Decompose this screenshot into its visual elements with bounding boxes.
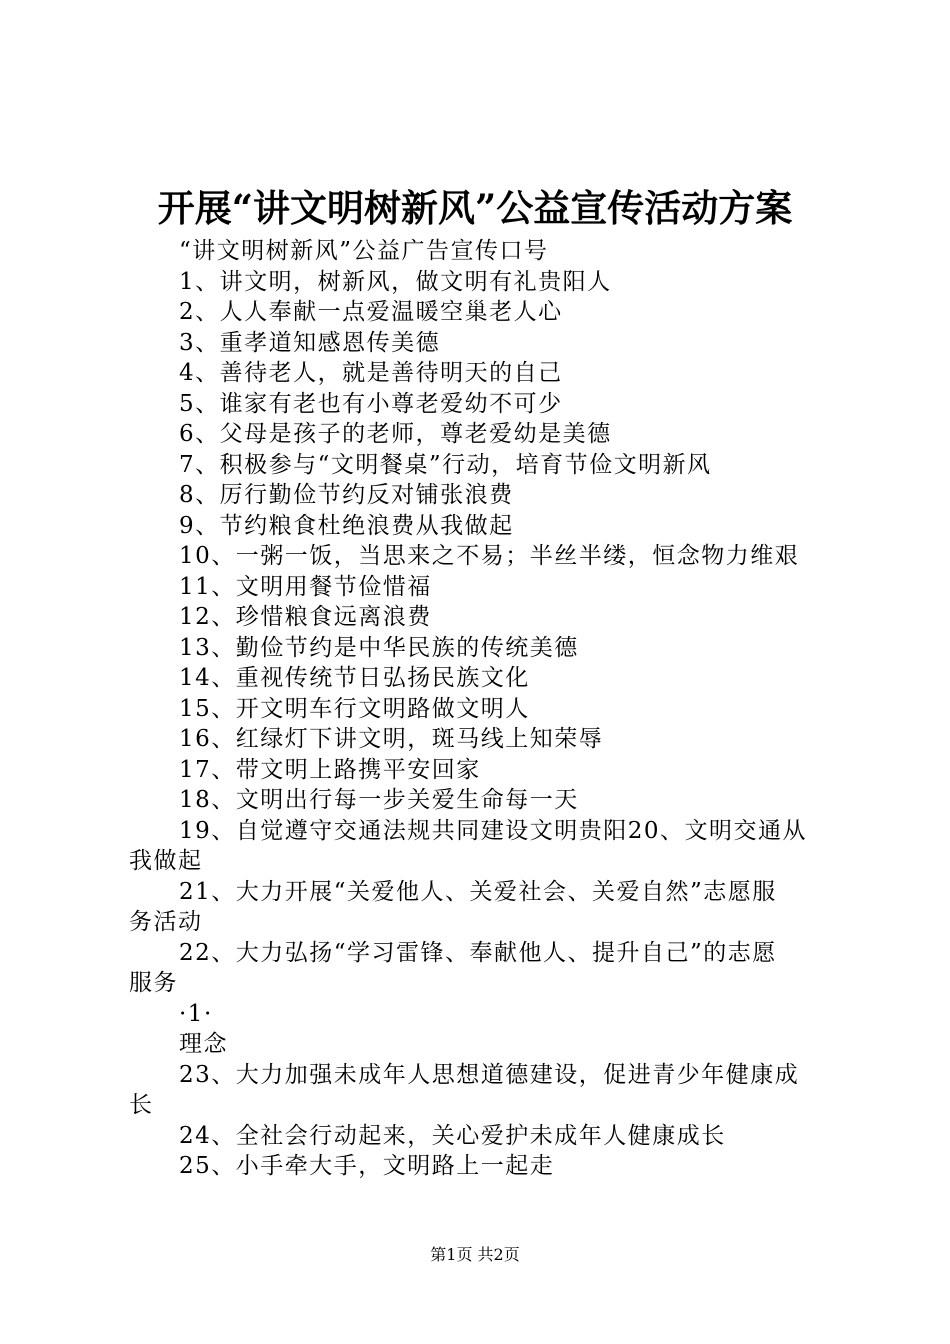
list-item: 15、开文明车行文明路做文明人: [179, 695, 530, 722]
list-item: 1、讲文明，树新风，做文明有礼贵阳人: [179, 268, 612, 295]
list-item: 4、善待老人，就是善待明天的自己: [179, 360, 563, 386]
list-item: 12、珍惜粮食远离浪费: [179, 604, 432, 630]
list-item: 9、节约粮食杜绝浪费从我做起: [179, 512, 514, 539]
page-marker: ·1·: [179, 1000, 213, 1027]
list-item-25: 25、小手牵大手，文明路上一起走: [179, 1153, 555, 1179]
page-footer: 第1页 共2页: [430, 1245, 520, 1264]
list-item: 2、人人奉献一点爱温暖空巢老人心: [179, 299, 563, 325]
list-item-24: 24、全社会行动起来，关心爱护未成年人健康成长: [179, 1122, 726, 1149]
document-body: [129, 236, 839, 1182]
list-item-21-line1: 21、大力开展“关爱他人、关爱社会、关爱自然”志愿服: [179, 878, 777, 905]
list-item: 8、厉行勤俭节约反对铺张浪费: [179, 482, 514, 508]
list-item-22-line1: 22、大力弘扬“学习雷锋、奉献他人、提升自己”的志愿: [179, 939, 777, 966]
list-item-19-line1: 19、自觉遵守交通法规共同建设文明贵阳20、文明交通从: [179, 817, 808, 844]
list-item: 10、一粥一饭，当思来之不易；半丝半缕，恒念物力维艰: [179, 543, 800, 569]
list-item-23-line2: 长: [129, 1092, 154, 1118]
list-item: 14、重视传统节日弘扬民族文化: [179, 665, 530, 691]
list-item: 11、文明用餐节俭惜福: [179, 573, 432, 600]
document-title: 开展“讲文明树新风”公益宣传活动方案: [157, 186, 793, 230]
list-item: 16、红绿灯下讲文明，斑马线上知荣辱: [179, 726, 604, 752]
list-item: 6、父母是孩子的老师，尊老爱幼是美德: [179, 421, 612, 447]
list-item: 18、文明出行每一步关爱生命每一天: [179, 787, 579, 813]
continuation-text: 理念: [179, 1031, 228, 1057]
list-item-22-line2: 服务: [129, 970, 178, 996]
subtitle: “讲文明树新风”公益广告宣传口号: [179, 238, 549, 264]
list-item: 3、重孝道知感恩传美德: [179, 329, 441, 356]
list-item-23-line1: 23、大力加强未成年人思想道德建设，促进青少年健康成: [179, 1061, 800, 1088]
list-item: 13、勤俭节约是中华民族的传统美德: [179, 634, 579, 661]
list-item: 17、带文明上路携平安回家: [179, 756, 481, 783]
list-item-21-line2: 务活动: [129, 909, 203, 935]
list-item: 5、谁家有老也有小尊老爱幼不可少: [179, 390, 563, 417]
list-item-19-line2: 我做起: [129, 848, 203, 874]
list-item: 7、积极参与“文明餐桌”行动，培育节俭文明新风: [179, 451, 712, 478]
